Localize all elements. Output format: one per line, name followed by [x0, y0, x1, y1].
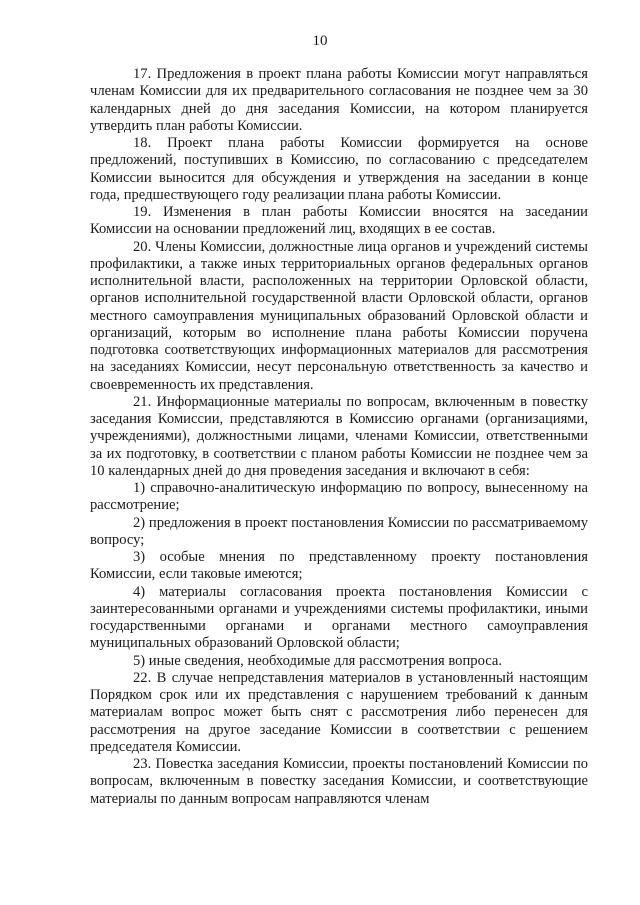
body-text — [90, 66, 588, 808]
paragraph-21: 21. Информационные материалы по вопросам, включенным в повестку заседания Комиссии, представляются в Комиссию органами (организациями, учреждениями), должностными лицами, членами Комиссии, ответственными за их подготовку, в соответствии с планом работы Комиссии не позднее чем за 10 календарных дней до дня проведения заседания и включают в себя: — [90, 393, 588, 479]
paragraph-20: 20. Члены Комиссии, должностные лица органов и учреждений системы профилактики, а также иных территориальных органов федеральных органов исполнительной власти, расположенных на территории Орловской области, органов исполнительной государственной власти Орловской области, органов местного самоуправления муниципальных образований Орловской области и организаций, которым во исполнение плана работы Комиссии поручена подготовка соответствующих информационных материалов для рассмотрения на заседаниях Комиссии, несут персональную ответственность за качество и своевременность их представления. — [90, 238, 588, 393]
paragraph-17: 17. Предложения в проект плана работы Комиссии могут направляться членам Комиссии для их предварительного согласования не позднее чем за 30 календарных дней до дня заседания Комиссии, на котором планируется утвердить план работы Комиссии. — [90, 66, 588, 134]
list-item-2: 2) предложения в проект постановления Комиссии по рассматриваемому вопросу; — [90, 514, 588, 548]
paragraph-22: 22. В случае непредставления материалов в установленный настоящим Порядком срок или их представления с нарушением требований к данным материалам вопрос может быть снят с рассмотрения либо перенесен для рассмотрения на другое заседание Комиссии в соответствии с решением председателя Комиссии. — [90, 669, 588, 755]
list-item-5: 5) иные сведения, необходимые для рассмотрения вопроса. — [133, 652, 503, 669]
paragraph-23: 23. Повестка заседания Комиссии, проекты постановлений Комиссии по вопросам, включенным в повестку заседания Комиссии, и соответствующие материалы по данным вопросам направляются членам — [90, 756, 588, 807]
paragraph-19: 19. Изменения в план работы Комиссии вносятся на заседании Комиссии на основании предложений лиц, входящих в ее состав. — [90, 204, 588, 238]
list-item-3: 3) особые мнения по представленному проекту постановления Комиссии, если таковые имеются; — [90, 549, 588, 583]
list-item-4: 4) материалы согласования проекта постановления Комиссии с заинтересованными органами и учреждениями системы профилактики, иными государственными органами и органами местного самоуправления муниципальных образований Орловской области; — [90, 583, 588, 652]
list-item-1: 1) справочно-аналитическую информацию по вопросу, вынесенному на рассмотрение; — [90, 480, 588, 514]
page-number: 10 — [312, 33, 328, 49]
paragraph-18: 18. Проект плана работы Комиссии формируется на основе предложений, поступивших в Комиссию, по согласованию с председателем Комиссии выносится для обсуждения и утверждения на заседании в конце года, предшествующего году реализации плана работы Комиссии. — [90, 135, 588, 203]
